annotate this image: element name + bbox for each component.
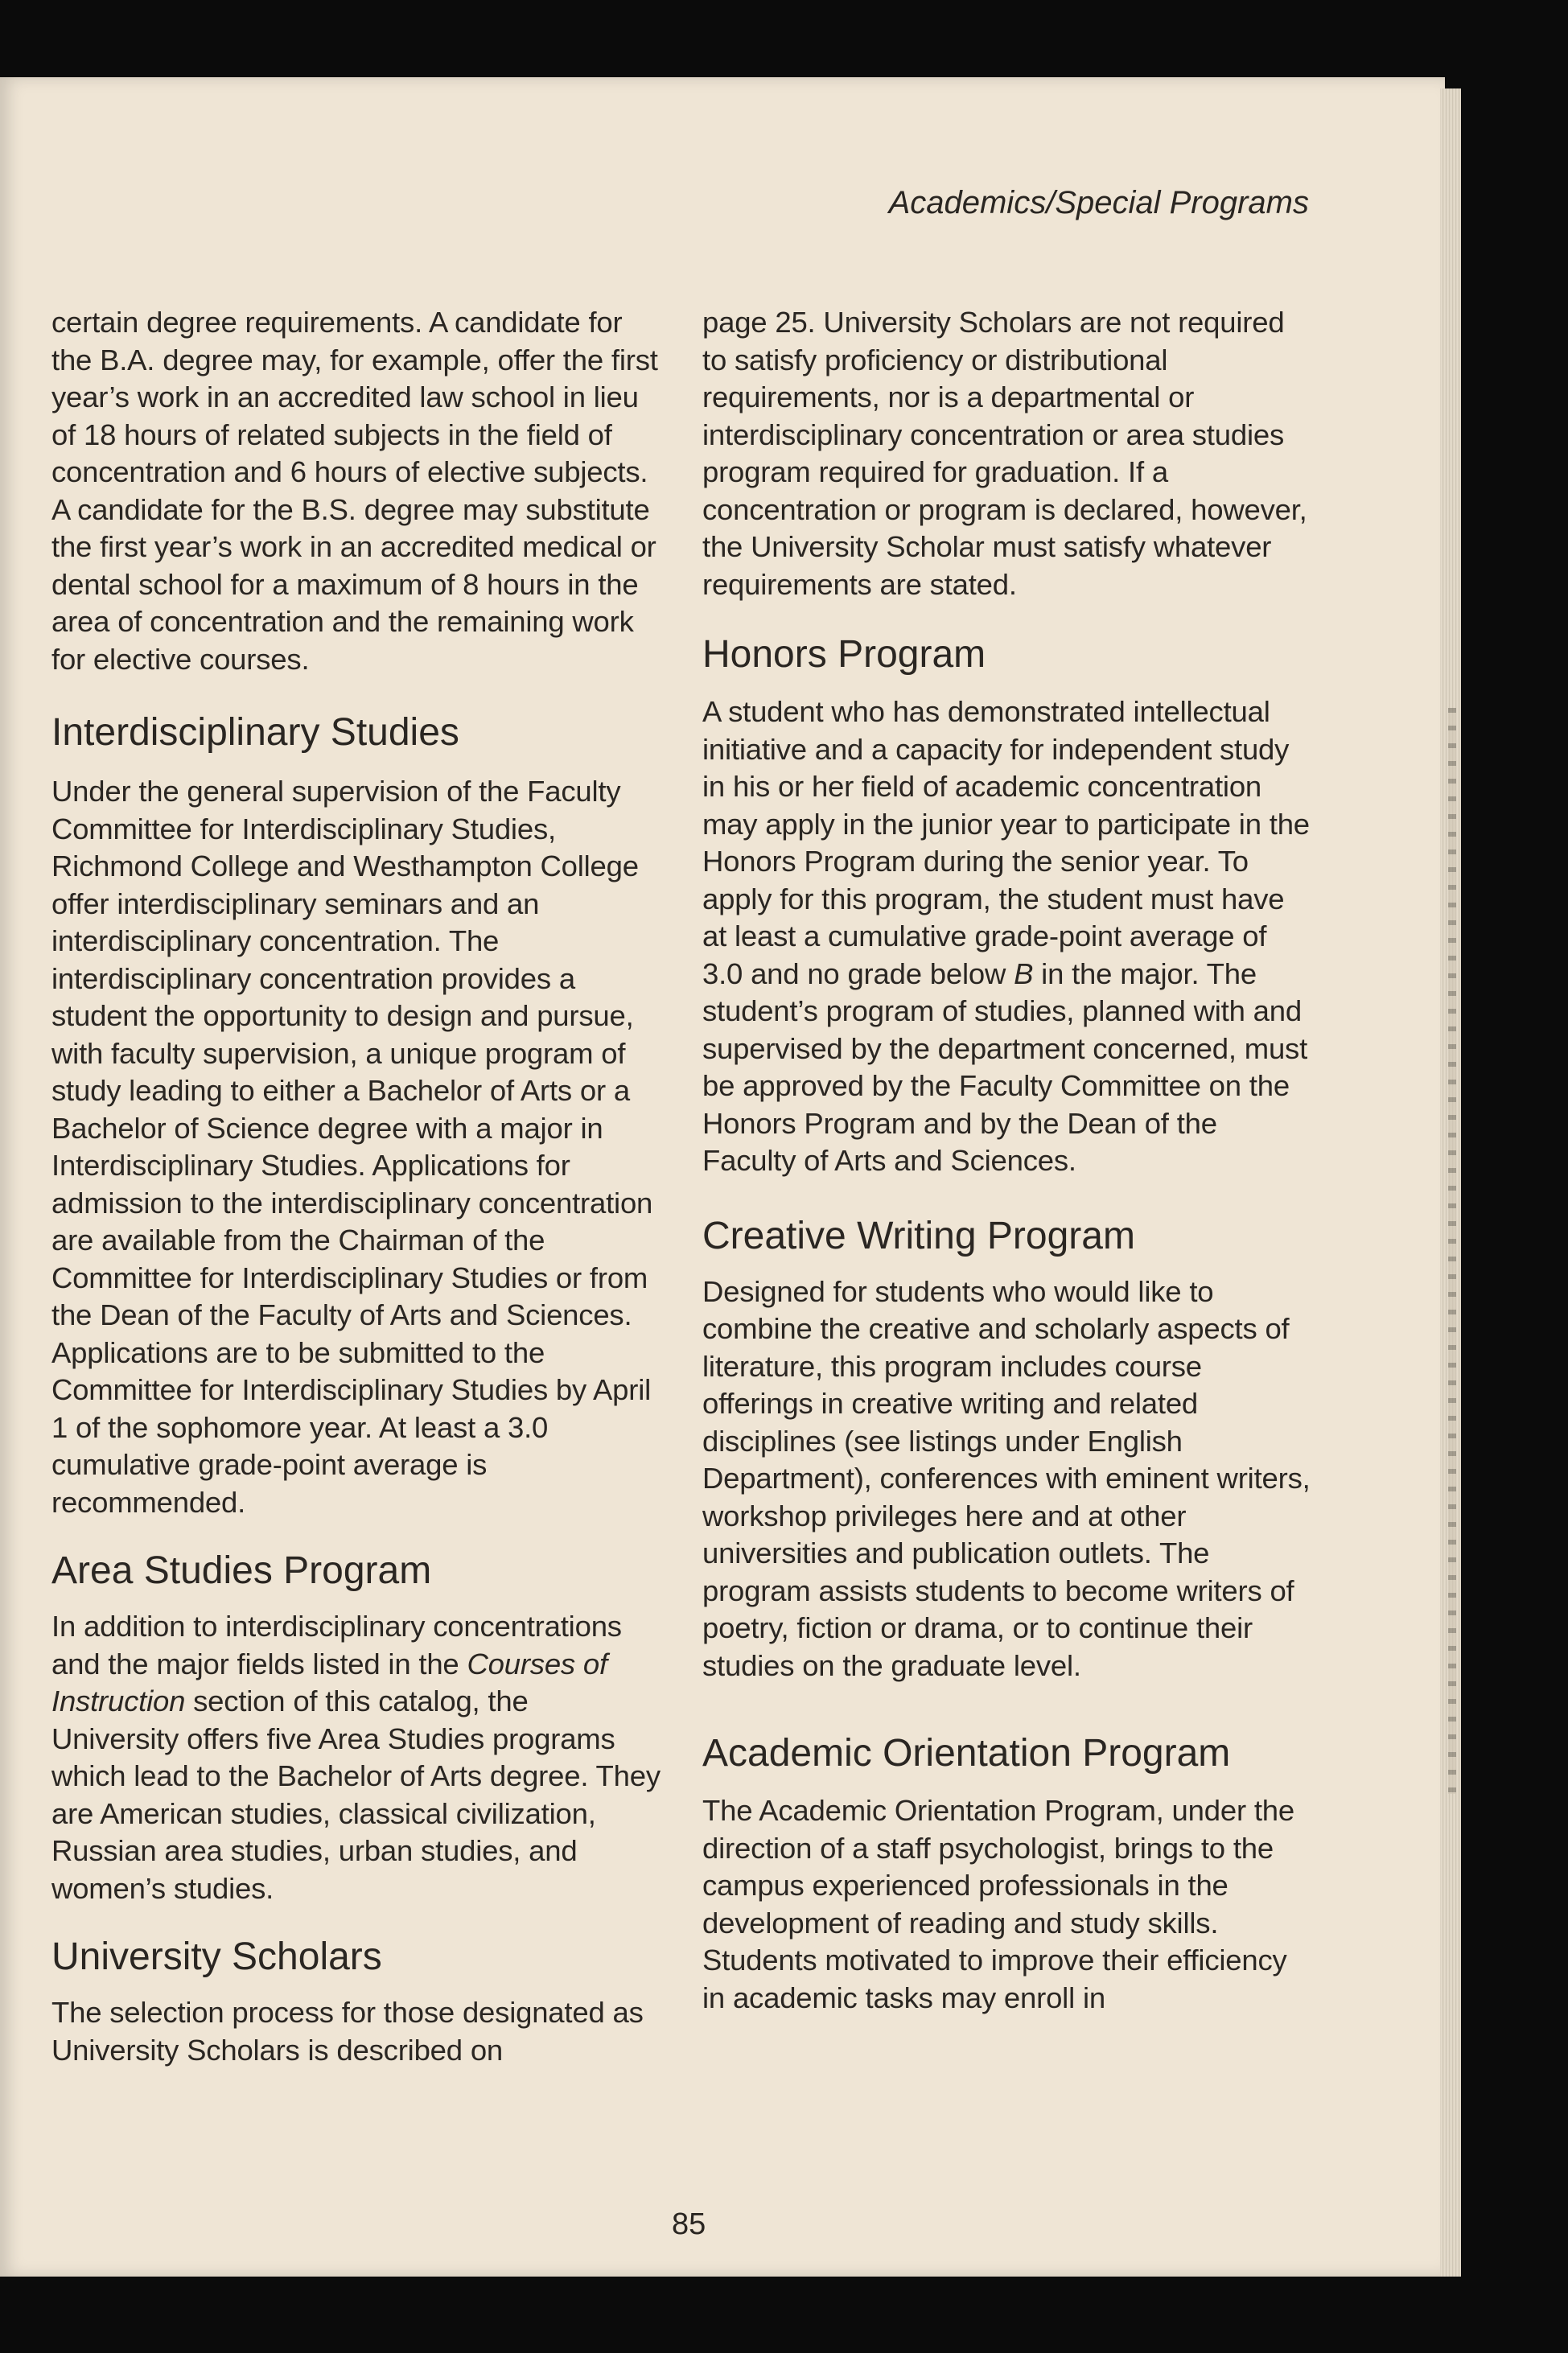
area-studies-paragraph bbox=[51, 1608, 663, 1907]
interdisciplinary-heading: Interdisciplinary Studies bbox=[51, 711, 459, 754]
area-studies-heading: Area Studies Program bbox=[51, 1549, 432, 1592]
grade-b: B bbox=[1014, 956, 1034, 990]
header-subsection: Special Programs bbox=[1055, 185, 1309, 220]
page-number: 85 bbox=[672, 2207, 706, 2241]
honors-paragraph bbox=[702, 693, 1314, 1180]
academic-orientation-heading: Academic Orientation Program bbox=[702, 1732, 1231, 1775]
honors-text-after: in the major. The student’s program of studies, planned with and supervised by the department concerned, must be approved by the Faculty Committee on the Honors Program and by the Dean of the Faculty of Arts and Sciences. bbox=[702, 956, 1308, 1177]
academic-orientation-paragraph: The Academic Orientation Program, under the direction of a staff psychologist, brings to the campus experienced professionals in the development of reading and study skills. Students motivated to improve their efficiency in academic tasks may enroll in bbox=[702, 1794, 1294, 2014]
page-edge-stripe bbox=[1448, 708, 1456, 1794]
right-column bbox=[702, 304, 1314, 2017]
header-section: Academics/ bbox=[888, 185, 1056, 220]
honors-text-before: A student who has demonstrated intellectual initiative and a capacity for independent study in his or her field of academic concentration may apply in the junior year to participate in the Honors Program during the senior year. To apply for this program, the student must have at least a cumulative grade-point average of 3.0 and no grade below bbox=[702, 695, 1310, 990]
left-column bbox=[51, 304, 663, 2069]
interdisciplinary-paragraph: Under the general supervision of the Faculty Committee for Interdisciplinary Studies, Richmond College and Westhampton College offer interdisciplinary seminars and an interdisciplinary concentration. The interdisciplinary concentration provides a student the opportunity to design and pursue, with faculty supervision, a unique program of study leading to either a Bachelor of Arts or a Bachelor of Science degree with a major in Interdisciplinary Studies. Applications for admission to the interdisciplinary concentration are available from the Chairman of the Committee for Interdisciplinary Studies or from the Dean of the Faculty of Arts and Sciences. Applications are to be submitted to the Committee for Interdisciplinary Studies by April 1 of the sophomore year. At least a 3.0 cumulative grade-point average is recommended. bbox=[51, 775, 653, 1519]
university-scholars-heading: University Scholars bbox=[51, 1935, 382, 1978]
area-text-after: section of this catalog, the University offers five Area Studies programs which lead to the Bachelor of Arts degree. They are American studies, classical civilization, Russian area studies, urban studies, and women’s studies. bbox=[51, 1685, 661, 1905]
intro-paragraph: certain degree requirements. A candidate for the B.A. degree may, for example, offer the first year’s work in an accredited law school in lieu of 18 hours of related subjects in the field of concentration and 6 hours of elective subjects. A candidate for the B.S. degree may substitute the first year’s work in an accredited medical or dental school for a maximum of 8 hours in the area of concentration and the remaining work for elective courses. bbox=[51, 306, 658, 676]
area-text-before: In addition to interdisciplinary concentrations and the major fields listed in the bbox=[51, 1610, 622, 1680]
university-scholars-paragraph: The selection process for those designated as University Scholars is described on bbox=[51, 1996, 644, 2067]
creative-writing-heading: Creative Writing Program bbox=[702, 1214, 1135, 1257]
running-header bbox=[889, 185, 1309, 221]
creative-writing-paragraph: Designed for students who would like to combine the creative and scholarly aspects of literature, this program includes course offerings in creative writing and related disciplines (see listings under English Department), conferences with eminent writers, workshop privileges here and at other universities and publication outlets. The program assists students to become writers of poetry, fiction or drama, or to continue their studies on the graduate level. bbox=[702, 1274, 1311, 1682]
honors-heading: Honors Program bbox=[702, 633, 986, 676]
courses-of-instruction-title: Courses of Instruction bbox=[51, 1647, 607, 1717]
university-scholars-continued: page 25. University Scholars are not required to satisfy proficiency or distributional requirements, nor is a departmental or interdisciplinary concentration or area studies program required for graduation. If a concentration or program is declared, however, the University Scholar must satisfy whatever requirements are stated. bbox=[702, 306, 1307, 601]
